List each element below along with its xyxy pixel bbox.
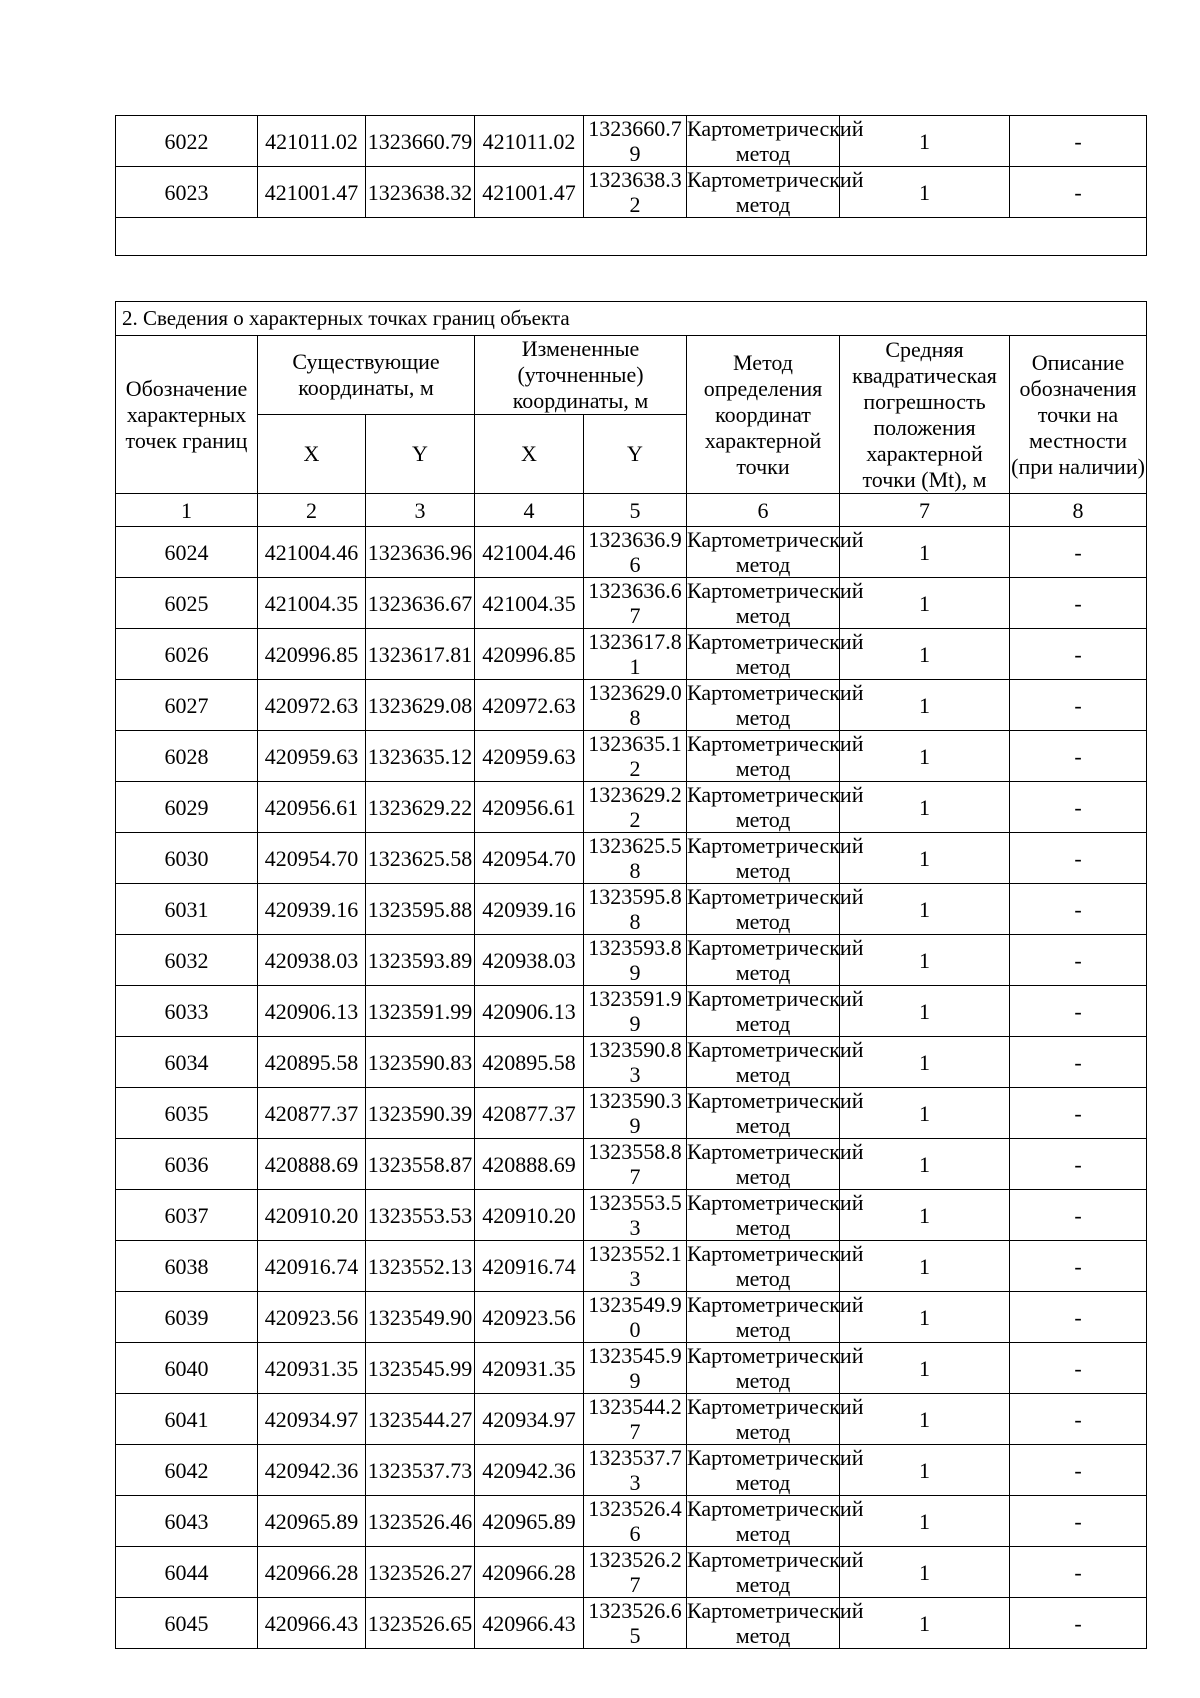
header-x-existing: X	[258, 415, 366, 494]
method-cell: Картометрический метод	[687, 1343, 864, 1393]
y-changed: 1323544.27	[584, 1394, 687, 1445]
table-row	[116, 1496, 1147, 1547]
method-cell: Картометрический метод	[687, 731, 864, 781]
y-existing: 1323553.53	[366, 1190, 475, 1241]
table-row	[116, 629, 1147, 680]
blank-row	[116, 218, 1147, 256]
y-changed: 1323625.58	[584, 833, 687, 884]
y-existing: 1323636.96	[366, 527, 475, 578]
x-changed: 420942.36	[475, 1445, 584, 1496]
header-existing-coords: Существующие координаты, м	[258, 336, 475, 415]
table-row	[116, 782, 1147, 833]
point-id: 6031	[116, 884, 258, 935]
mt-cell: 1	[840, 1292, 1010, 1343]
mt-cell: 1	[840, 935, 1010, 986]
point-id: 6035	[116, 1088, 258, 1139]
description-cell: -	[1010, 1190, 1147, 1241]
x-existing: 420972.63	[258, 680, 366, 731]
y-changed: 1323617.81	[584, 629, 687, 680]
point-id: 6036	[116, 1139, 258, 1190]
point-id: 6030	[116, 833, 258, 884]
x-changed: 420888.69	[475, 1139, 584, 1190]
mt-cell: 1	[840, 1598, 1010, 1649]
y-existing: 1323552.13	[366, 1241, 475, 1292]
y-existing: 1323526.27	[366, 1547, 475, 1598]
description-cell: -	[1010, 1394, 1147, 1445]
method-cell: Картометрический метод	[687, 116, 864, 166]
mt-cell: 1	[840, 1547, 1010, 1598]
method-cell: Картометрический метод	[687, 1496, 864, 1546]
table-row	[116, 578, 1147, 629]
y-existing: 1323526.46	[366, 1496, 475, 1547]
main-table-body	[116, 527, 1147, 1649]
y-existing: 1323544.27	[366, 1394, 475, 1445]
mt-cell: 1	[840, 833, 1010, 884]
y-changed: 1323593.89	[584, 935, 687, 986]
description-cell: -	[1010, 986, 1147, 1037]
mt-cell: 1	[840, 1088, 1010, 1139]
x-changed: 420916.74	[475, 1241, 584, 1292]
method-cell: Картометрический метод	[687, 1598, 864, 1648]
x-existing: 420938.03	[258, 935, 366, 986]
table-row	[116, 1598, 1147, 1649]
table-row	[116, 680, 1147, 731]
y-existing: 1323558.87	[366, 1139, 475, 1190]
x-existing: 420956.61	[258, 782, 366, 833]
mt-cell: 1	[840, 1343, 1010, 1394]
method-cell: Картометрический метод	[687, 1241, 864, 1291]
point-id: 6040	[116, 1343, 258, 1394]
description-cell: -	[1010, 527, 1147, 578]
mt-cell: 1	[840, 629, 1010, 680]
point-id: 6038	[116, 1241, 258, 1292]
y-existing: 1323636.67	[366, 578, 475, 629]
x-changed: 420966.28	[475, 1547, 584, 1598]
x-changed: 420938.03	[475, 935, 584, 986]
description-cell: -	[1010, 1037, 1147, 1088]
table-row	[116, 1037, 1147, 1088]
description-cell: -	[1010, 1241, 1147, 1292]
point-id: 6027	[116, 680, 258, 731]
point-id: 6028	[116, 731, 258, 782]
mt-cell: 1	[840, 731, 1010, 782]
description-cell: -	[1010, 680, 1147, 731]
boundary-points-table	[115, 301, 1147, 1649]
mt-cell: 1	[840, 1496, 1010, 1547]
x-existing: 420916.74	[258, 1241, 366, 1292]
y-existing: 1323635.12	[366, 731, 475, 782]
method-cell: Картометрический метод	[687, 986, 864, 1036]
point-id: 6025	[116, 578, 258, 629]
x-existing: 420923.56	[258, 1292, 366, 1343]
table-row	[116, 1190, 1147, 1241]
x-changed: 420959.63	[475, 731, 584, 782]
header-x-changed: X	[475, 415, 584, 494]
description-cell: -	[1010, 731, 1147, 782]
method-cell: Картометрический метод	[687, 1547, 864, 1597]
method-cell: Картометрический метод	[687, 629, 864, 679]
point-id: 6039	[116, 1292, 258, 1343]
mt-cell: 1	[840, 1139, 1010, 1190]
x-existing: 420965.89	[258, 1496, 366, 1547]
y-changed: 1323552.13	[584, 1241, 687, 1292]
x-existing: 420942.36	[258, 1445, 366, 1496]
x-existing: 420996.85	[258, 629, 366, 680]
y-existing: 1323549.90	[366, 1292, 475, 1343]
x-changed: 420996.85	[475, 629, 584, 680]
mt-cell: 1	[840, 1241, 1010, 1292]
table-row	[116, 731, 1147, 782]
mt-cell: 1	[840, 527, 1010, 578]
x-changed: 421004.46	[475, 527, 584, 578]
x-existing: 420906.13	[258, 986, 366, 1037]
table-row	[116, 986, 1147, 1037]
x-existing: 420931.35	[258, 1343, 366, 1394]
y-changed: 1323660.79	[584, 116, 687, 167]
table-row	[116, 1547, 1147, 1598]
point-id: 6023	[116, 167, 258, 218]
y-changed: 1323526.46	[584, 1496, 687, 1547]
point-id: 6032	[116, 935, 258, 986]
description-cell: -	[1010, 1496, 1147, 1547]
mt-cell: 1	[840, 1394, 1010, 1445]
y-changed: 1323590.83	[584, 1037, 687, 1088]
description-cell: -	[1010, 1445, 1147, 1496]
y-changed: 1323636.67	[584, 578, 687, 629]
table-row	[116, 1445, 1147, 1496]
mt-cell: 1	[840, 1445, 1010, 1496]
x-changed: 420965.89	[475, 1496, 584, 1547]
top-table-body	[116, 116, 1147, 218]
table-row	[116, 1292, 1147, 1343]
column-index: 6	[687, 494, 840, 527]
method-cell: Картометрический метод	[687, 578, 864, 628]
y-existing: 1323590.39	[366, 1088, 475, 1139]
section-title: 2. Сведения о характерных точках границ объекта	[116, 302, 1147, 336]
table-row	[116, 527, 1147, 578]
x-changed: 420906.13	[475, 986, 584, 1037]
table-row	[116, 884, 1147, 935]
x-changed: 421001.47	[475, 167, 584, 218]
x-changed: 420939.16	[475, 884, 584, 935]
y-changed: 1323591.99	[584, 986, 687, 1037]
y-changed: 1323549.90	[584, 1292, 687, 1343]
method-cell: Картометрический метод	[687, 833, 864, 883]
x-existing: 420877.37	[258, 1088, 366, 1139]
y-changed: 1323526.65	[584, 1598, 687, 1649]
point-id: 6026	[116, 629, 258, 680]
mt-cell: 1	[840, 1037, 1010, 1088]
y-existing: 1323590.83	[366, 1037, 475, 1088]
method-cell: Картометрический метод	[687, 1445, 864, 1495]
header-mt: Средняя квадратическая погрешность положения характерной точки (Mt), м	[840, 336, 1010, 494]
y-existing: 1323660.79	[366, 116, 475, 167]
column-index: 3	[366, 494, 475, 527]
x-changed: 420954.70	[475, 833, 584, 884]
description-cell: -	[1010, 1088, 1147, 1139]
column-index: 8	[1010, 494, 1147, 527]
x-existing: 420910.20	[258, 1190, 366, 1241]
column-index: 2	[258, 494, 366, 527]
description-cell: -	[1010, 884, 1147, 935]
x-changed: 420966.43	[475, 1598, 584, 1649]
blank-cell	[116, 218, 1147, 256]
mt-cell: 1	[840, 116, 1010, 167]
column-index: 4	[475, 494, 584, 527]
column-index: 5	[584, 494, 687, 527]
x-existing: 420939.16	[258, 884, 366, 935]
mt-cell: 1	[840, 167, 1010, 218]
point-id: 6022	[116, 116, 258, 167]
method-cell: Картометрический метод	[687, 1037, 864, 1087]
y-changed: 1323537.73	[584, 1445, 687, 1496]
x-existing: 420934.97	[258, 1394, 366, 1445]
header-y-changed: Y	[584, 415, 687, 494]
column-index-row	[116, 494, 1147, 527]
x-changed: 420934.97	[475, 1394, 584, 1445]
table-row	[116, 935, 1147, 986]
point-id: 6042	[116, 1445, 258, 1496]
y-changed: 1323553.53	[584, 1190, 687, 1241]
y-existing: 1323593.89	[366, 935, 475, 986]
y-changed: 1323545.99	[584, 1343, 687, 1394]
method-cell: Картометрический метод	[687, 527, 864, 577]
header-designation: Обозначение характерных точек границ	[116, 336, 258, 494]
header-method: Метод определения координат характерной точки	[687, 336, 840, 494]
description-cell: -	[1010, 833, 1147, 884]
mt-cell: 1	[840, 884, 1010, 935]
y-changed: 1323635.12	[584, 731, 687, 782]
x-changed: 420910.20	[475, 1190, 584, 1241]
description-cell: -	[1010, 782, 1147, 833]
point-id: 6034	[116, 1037, 258, 1088]
method-cell: Картометрический метод	[687, 884, 864, 934]
y-changed: 1323629.22	[584, 782, 687, 833]
description-cell: -	[1010, 1343, 1147, 1394]
point-id: 6043	[116, 1496, 258, 1547]
table-row	[116, 1241, 1147, 1292]
x-existing: 420888.69	[258, 1139, 366, 1190]
x-existing: 420966.28	[258, 1547, 366, 1598]
point-id: 6037	[116, 1190, 258, 1241]
method-cell: Картометрический метод	[687, 1394, 864, 1444]
y-existing: 1323526.65	[366, 1598, 475, 1649]
x-changed: 420895.58	[475, 1037, 584, 1088]
y-existing: 1323617.81	[366, 629, 475, 680]
point-id: 6029	[116, 782, 258, 833]
x-changed: 420877.37	[475, 1088, 584, 1139]
x-existing: 420959.63	[258, 731, 366, 782]
table-row	[116, 1139, 1147, 1190]
description-cell: -	[1010, 1139, 1147, 1190]
method-cell: Картометрический метод	[687, 680, 864, 730]
description-cell: -	[1010, 629, 1147, 680]
y-existing: 1323625.58	[366, 833, 475, 884]
y-changed: 1323638.32	[584, 167, 687, 218]
y-changed: 1323595.88	[584, 884, 687, 935]
y-changed: 1323629.08	[584, 680, 687, 731]
y-changed: 1323526.27	[584, 1547, 687, 1598]
description-cell: -	[1010, 167, 1147, 218]
y-existing: 1323629.22	[366, 782, 475, 833]
method-cell: Картометрический метод	[687, 1190, 864, 1240]
x-existing: 421004.35	[258, 578, 366, 629]
point-id: 6041	[116, 1394, 258, 1445]
column-index: 1	[116, 494, 258, 527]
y-existing: 1323629.08	[366, 680, 475, 731]
y-existing: 1323545.99	[366, 1343, 475, 1394]
description-cell: -	[1010, 1598, 1147, 1649]
method-cell: Картометрический метод	[687, 1139, 864, 1189]
description-cell: -	[1010, 935, 1147, 986]
x-changed: 421004.35	[475, 578, 584, 629]
table-row	[116, 116, 1147, 167]
x-existing: 420895.58	[258, 1037, 366, 1088]
description-cell: -	[1010, 1292, 1147, 1343]
table-row	[116, 1343, 1147, 1394]
mt-cell: 1	[840, 578, 1010, 629]
description-cell: -	[1010, 116, 1147, 167]
mt-cell: 1	[840, 986, 1010, 1037]
x-changed: 420972.63	[475, 680, 584, 731]
table-row	[116, 167, 1147, 218]
x-changed: 420931.35	[475, 1343, 584, 1394]
method-cell: Картометрический метод	[687, 935, 864, 985]
header-y-existing: Y	[366, 415, 475, 494]
table-row	[116, 1394, 1147, 1445]
x-existing: 420966.43	[258, 1598, 366, 1649]
header-changed-coords: Измененные (уточненные) координаты, м	[475, 336, 687, 415]
mt-cell: 1	[840, 782, 1010, 833]
y-changed: 1323636.96	[584, 527, 687, 578]
method-cell: Картометрический метод	[687, 167, 864, 217]
y-changed: 1323590.39	[584, 1088, 687, 1139]
x-existing: 421004.46	[258, 527, 366, 578]
y-changed: 1323558.87	[584, 1139, 687, 1190]
column-index: 7	[840, 494, 1010, 527]
method-cell: Картометрический метод	[687, 1088, 864, 1138]
x-existing: 421001.47	[258, 167, 366, 218]
points-table-continued	[115, 115, 1147, 256]
point-id: 6024	[116, 527, 258, 578]
y-existing: 1323591.99	[366, 986, 475, 1037]
method-cell: Картометрический метод	[687, 782, 864, 832]
description-cell: -	[1010, 1547, 1147, 1598]
y-existing: 1323595.88	[366, 884, 475, 935]
point-id: 6045	[116, 1598, 258, 1649]
y-existing: 1323537.73	[366, 1445, 475, 1496]
x-existing: 420954.70	[258, 833, 366, 884]
header-description: Описание обозначения точки на местности (при наличии)	[1010, 336, 1147, 494]
point-id: 6033	[116, 986, 258, 1037]
point-id: 6044	[116, 1547, 258, 1598]
mt-cell: 1	[840, 1190, 1010, 1241]
mt-cell: 1	[840, 680, 1010, 731]
table-row	[116, 833, 1147, 884]
description-cell: -	[1010, 578, 1147, 629]
x-changed: 420923.56	[475, 1292, 584, 1343]
table-row	[116, 1088, 1147, 1139]
y-existing: 1323638.32	[366, 167, 475, 218]
x-changed: 421011.02	[475, 116, 584, 167]
method-cell: Картометрический метод	[687, 1292, 864, 1342]
x-existing: 421011.02	[258, 116, 366, 167]
x-changed: 420956.61	[475, 782, 584, 833]
